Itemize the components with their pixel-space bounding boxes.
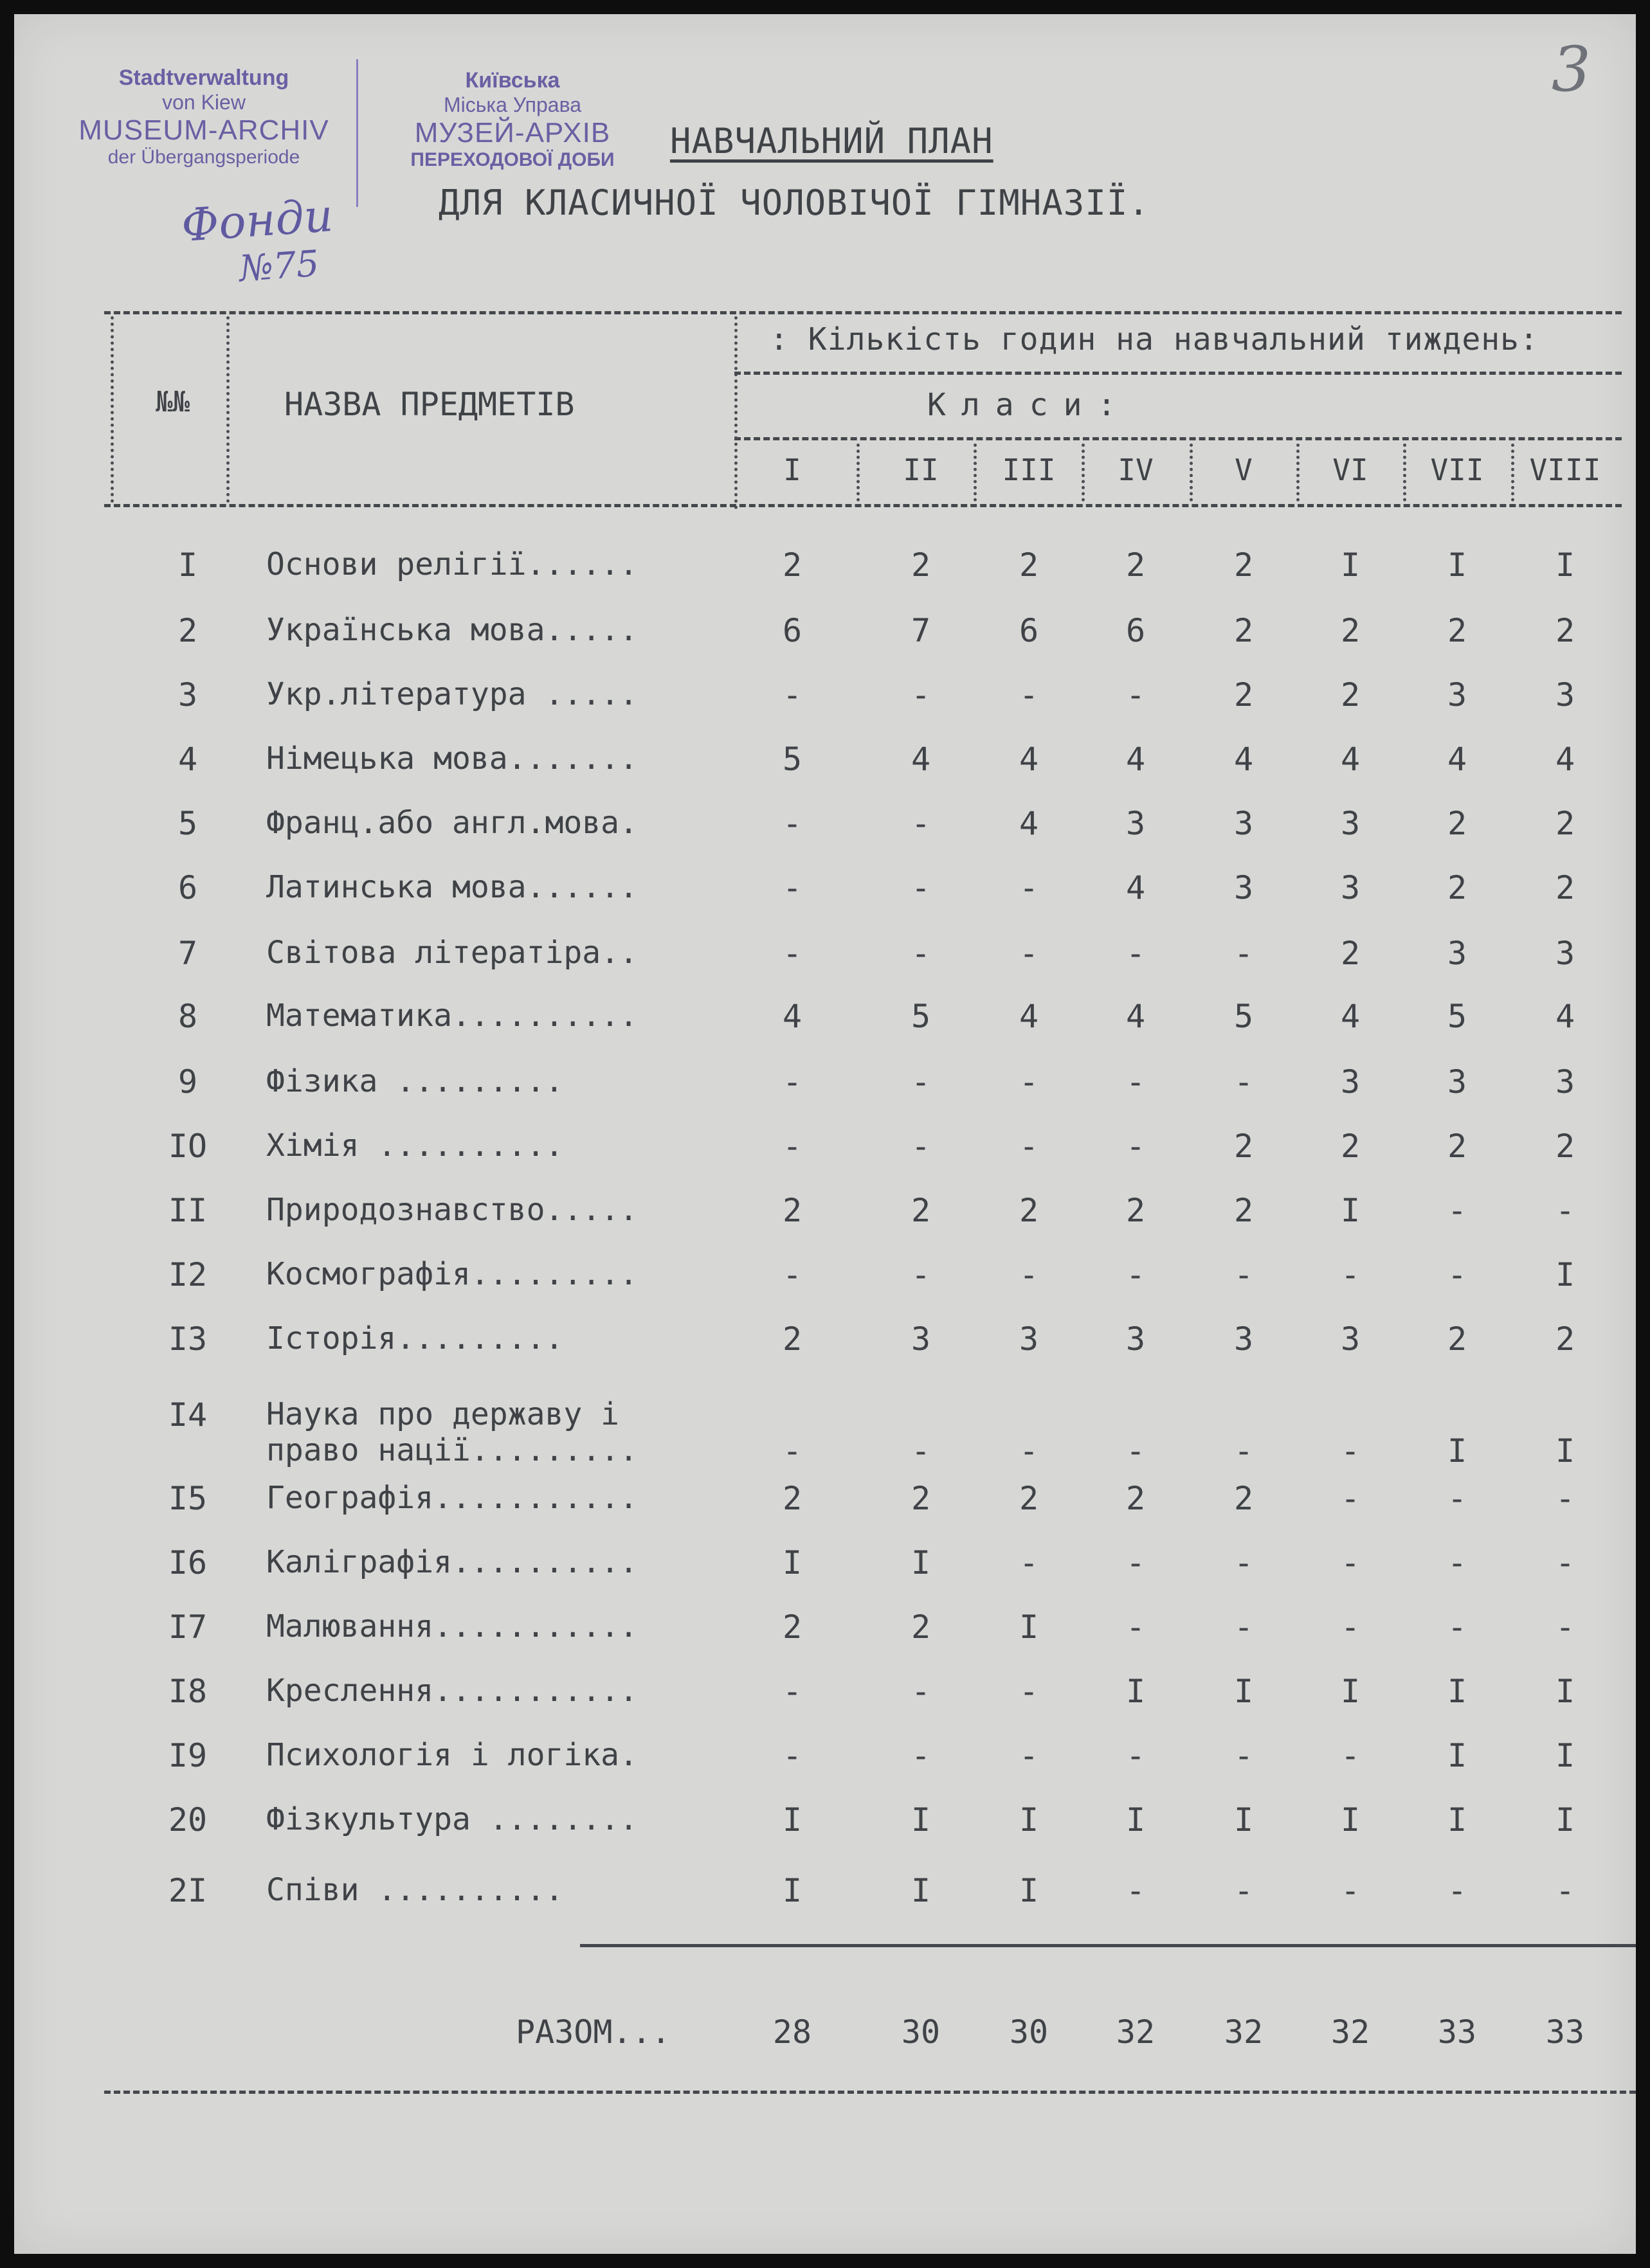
class-numeral: VII bbox=[1430, 453, 1484, 487]
total-rule bbox=[580, 1944, 1636, 1947]
subject-name: Космографія......... bbox=[266, 1256, 638, 1292]
hours-cell: - bbox=[911, 1063, 931, 1101]
row-number: 9 bbox=[177, 1063, 198, 1101]
stamp-line: MUSEUM-ARCHIV bbox=[78, 114, 329, 146]
class-numeral: II bbox=[903, 453, 939, 487]
hours-cell: - bbox=[1019, 1673, 1039, 1710]
stamp-divider bbox=[356, 59, 358, 207]
hours-cell: - bbox=[1233, 1737, 1254, 1774]
class-separator bbox=[1190, 444, 1193, 501]
hours-cell: - bbox=[1125, 1872, 1146, 1909]
hours-cell: - bbox=[1019, 1256, 1039, 1293]
hours-cell: - bbox=[1555, 1872, 1575, 1909]
hours-cell: - bbox=[782, 935, 802, 972]
hours-cell: 4 bbox=[1125, 741, 1146, 778]
hours-cell: - bbox=[1125, 676, 1146, 714]
hours-cell: - bbox=[911, 1256, 931, 1293]
hours-cell: I bbox=[782, 1801, 802, 1839]
row-number: I7 bbox=[168, 1608, 208, 1646]
hours-cell: 2 bbox=[1125, 546, 1146, 584]
hours-cell: 2 bbox=[1447, 805, 1467, 842]
table-row bbox=[14, 805, 1636, 863]
handwritten-fund: Фонди bbox=[179, 188, 335, 253]
hours-cell: - bbox=[1447, 1872, 1467, 1909]
hours-cell: - bbox=[782, 869, 802, 906]
hours-cell: I bbox=[1019, 1608, 1039, 1646]
hours-cell: - bbox=[1340, 1544, 1361, 1581]
hours-cell: - bbox=[1125, 1128, 1146, 1165]
hours-cell: I bbox=[1019, 1872, 1039, 1909]
document-title: НАВЧАЛЬНИЙ ПЛАН bbox=[670, 121, 993, 161]
hours-cell: - bbox=[1447, 1256, 1467, 1293]
class-numeral: VI bbox=[1332, 453, 1368, 487]
hours-cell: 2 bbox=[1233, 1128, 1254, 1165]
hours-cell: 5 bbox=[911, 998, 931, 1035]
header-classes: Класи: bbox=[927, 387, 1132, 423]
subject-name: Каліграфія.......... bbox=[266, 1544, 638, 1580]
stamp-line: von Kiew bbox=[162, 91, 246, 114]
hours-cell: 2 bbox=[1340, 612, 1361, 649]
hours-cell: 2 bbox=[1233, 546, 1254, 584]
total-cell: 32 bbox=[1116, 2013, 1156, 2051]
hours-cell: I bbox=[782, 1544, 802, 1581]
table-row bbox=[14, 1608, 1636, 1666]
hours-cell: 2 bbox=[911, 546, 931, 584]
document-subtitle: ДЛЯ КЛАСИЧНОЇ ЧОЛОВІЧОЇ ГІМНАЗІЇ. bbox=[439, 183, 1150, 223]
hours-cell: 3 bbox=[1447, 935, 1467, 972]
row-number: I8 bbox=[168, 1673, 208, 1710]
document-page bbox=[14, 14, 1636, 2254]
hours-cell: 3 bbox=[1233, 1320, 1254, 1358]
class-separator bbox=[1296, 444, 1300, 501]
hours-cell: 2 bbox=[782, 1320, 802, 1358]
hours-cell: 2 bbox=[911, 1192, 931, 1229]
stamp-line: Міська Управа bbox=[443, 93, 582, 116]
hours-cell: - bbox=[1233, 1608, 1254, 1646]
hours-cell: 5 bbox=[782, 741, 802, 778]
stamp-line: der Übergangsperiode bbox=[107, 147, 300, 168]
hours-cell: - bbox=[782, 1673, 802, 1710]
hours-cell: - bbox=[1125, 1737, 1146, 1774]
hours-cell: - bbox=[911, 805, 931, 842]
hours-cell: 6 bbox=[782, 612, 802, 649]
hours-cell: - bbox=[1555, 1544, 1575, 1581]
hours-cell: - bbox=[782, 1128, 802, 1165]
hours-cell: 2 bbox=[1233, 612, 1254, 649]
hours-cell: 2 bbox=[1447, 869, 1467, 906]
hours-cell: - bbox=[1233, 1256, 1254, 1293]
hours-cell: - bbox=[911, 1432, 931, 1470]
hours-cell: 3 bbox=[1233, 805, 1254, 842]
subject-name: Українська мова..... bbox=[266, 612, 638, 648]
hours-cell: - bbox=[911, 676, 931, 714]
subject-name: Хімія .......... bbox=[266, 1128, 564, 1164]
table-row bbox=[14, 546, 1636, 604]
hours-cell: - bbox=[1340, 1872, 1361, 1909]
subject-name: Укр.література ..... bbox=[266, 676, 638, 712]
hours-cell: I bbox=[1555, 1673, 1575, 1710]
subject-name: Наука про державу і bbox=[266, 1396, 620, 1432]
hours-cell: 3 bbox=[1125, 1320, 1146, 1358]
table-row bbox=[14, 1673, 1636, 1731]
row-number: I6 bbox=[168, 1544, 208, 1581]
hours-cell: 5 bbox=[1233, 998, 1254, 1035]
subject-name: Психологія і логіка. bbox=[266, 1737, 638, 1773]
hours-cell: - bbox=[911, 935, 931, 972]
hours-cell: 2 bbox=[1019, 1480, 1039, 1517]
hours-cell: - bbox=[911, 1128, 931, 1165]
hours-cell: - bbox=[1019, 935, 1039, 972]
class-numeral: I bbox=[783, 453, 801, 487]
hours-cell: I bbox=[1125, 1673, 1146, 1710]
hours-cell: 2 bbox=[782, 546, 802, 584]
hours-cell: 2 bbox=[1125, 1480, 1146, 1517]
hours-cell: 2 bbox=[1555, 612, 1575, 649]
hours-cell: - bbox=[1233, 1063, 1254, 1101]
hours-cell: I bbox=[1555, 1737, 1575, 1774]
total-cell: 30 bbox=[901, 2013, 941, 2051]
hours-cell: I bbox=[1447, 1737, 1467, 1774]
table-row bbox=[14, 676, 1636, 734]
table-row bbox=[14, 1320, 1636, 1378]
hours-cell: 2 bbox=[1447, 1128, 1467, 1165]
hours-cell: I bbox=[1125, 1801, 1146, 1839]
total-cell: 33 bbox=[1437, 2013, 1477, 2051]
subject-name-continued: право нації......... bbox=[266, 1432, 638, 1468]
hours-cell: I bbox=[1447, 1432, 1467, 1470]
stamp-line: МУЗЕЙ-АРХІВ bbox=[414, 117, 611, 148]
hours-cell: 3 bbox=[1125, 805, 1146, 842]
hours-cell: 2 bbox=[1555, 869, 1575, 906]
hours-cell: 4 bbox=[1019, 805, 1039, 842]
hours-cell: 2 bbox=[1125, 1192, 1146, 1229]
row-number: 8 bbox=[177, 998, 198, 1035]
hours-cell: I bbox=[911, 1801, 931, 1839]
row-number: I4 bbox=[168, 1396, 208, 1434]
hours-cell: - bbox=[1447, 1192, 1467, 1229]
stamp-line: ПЕРЕХОДОВОЇ ДОБИ bbox=[410, 149, 615, 170]
hours-cell: - bbox=[1125, 1256, 1146, 1293]
subject-name: Фізика ......... bbox=[266, 1063, 564, 1099]
subject-name: Латинська мова...... bbox=[266, 869, 638, 905]
total-cell: 28 bbox=[772, 2013, 812, 2051]
table-row bbox=[14, 1256, 1636, 1314]
hours-cell: - bbox=[1019, 1432, 1039, 1470]
hours-cell: I bbox=[1340, 1673, 1361, 1710]
table-left-border bbox=[111, 316, 114, 503]
hours-cell: 2 bbox=[1340, 1128, 1361, 1165]
hours-cell: 5 bbox=[1447, 998, 1467, 1035]
table-row bbox=[14, 869, 1636, 927]
hours-cell: - bbox=[911, 1673, 931, 1710]
hours-cell: - bbox=[1340, 1608, 1361, 1646]
row-number: 6 bbox=[177, 869, 198, 906]
hours-cell: - bbox=[1447, 1608, 1467, 1646]
row-number: I9 bbox=[168, 1737, 208, 1774]
hours-cell: - bbox=[782, 1737, 802, 1774]
subject-name: Основи релігії...... bbox=[266, 546, 638, 582]
class-numeral: III bbox=[1002, 453, 1056, 487]
hours-cell: - bbox=[1555, 1192, 1575, 1229]
hours-cell: 4 bbox=[1125, 998, 1146, 1035]
hours-cell: 3 bbox=[1555, 1063, 1575, 1101]
row-number: IO bbox=[168, 1128, 208, 1165]
subject-name: Франц.або англ.мова. bbox=[266, 805, 638, 841]
stamp-line: Stadtverwaltung bbox=[118, 66, 289, 90]
row-number: 7 bbox=[177, 935, 198, 972]
class-numeral: IV bbox=[1118, 453, 1154, 487]
table-row bbox=[14, 1480, 1636, 1538]
hours-cell: - bbox=[911, 1737, 931, 1774]
hours-cell: 4 bbox=[1019, 998, 1039, 1035]
hours-cell: I bbox=[1019, 1801, 1039, 1839]
hours-cell: 2 bbox=[911, 1480, 931, 1517]
hours-cell: 4 bbox=[1233, 741, 1254, 778]
hours-cell: 6 bbox=[1125, 612, 1146, 649]
hours-cell: 3 bbox=[1447, 1063, 1467, 1101]
hours-cell: - bbox=[1447, 1544, 1467, 1581]
hours-cell: 2 bbox=[1447, 612, 1467, 649]
table-mid-rule bbox=[734, 372, 1622, 375]
hours-cell: - bbox=[1447, 1480, 1467, 1517]
row-number: 2I bbox=[168, 1872, 208, 1909]
hours-cell: 4 bbox=[1555, 741, 1575, 778]
hours-cell: - bbox=[1555, 1480, 1575, 1517]
class-separator bbox=[857, 444, 860, 501]
hours-cell: 3 bbox=[1555, 935, 1575, 972]
hours-cell: - bbox=[1019, 1544, 1039, 1581]
hours-cell: 2 bbox=[1340, 935, 1361, 972]
table-row bbox=[14, 612, 1636, 670]
row-number: I5 bbox=[168, 1480, 208, 1517]
hours-cell: 3 bbox=[1340, 805, 1361, 842]
table-row bbox=[14, 1128, 1636, 1185]
hours-cell: I bbox=[911, 1872, 931, 1909]
stamp-left-block bbox=[53, 66, 355, 168]
table-row bbox=[14, 1737, 1636, 1795]
stamp-line: Київська bbox=[465, 68, 560, 93]
row-number: 3 bbox=[177, 676, 198, 714]
hours-cell: I bbox=[1233, 1673, 1254, 1710]
hours-cell: 2 bbox=[782, 1608, 802, 1646]
hours-cell: 4 bbox=[1555, 998, 1575, 1035]
class-separator bbox=[1403, 444, 1406, 501]
table-row bbox=[14, 1544, 1636, 1602]
table-bottom-rule bbox=[104, 2091, 1636, 2094]
hours-cell: - bbox=[782, 676, 802, 714]
hours-cell: 4 bbox=[1447, 741, 1467, 778]
table-top-rule bbox=[104, 311, 1622, 314]
hours-cell: 3 bbox=[1233, 869, 1254, 906]
hours-cell: - bbox=[1233, 935, 1254, 972]
hours-cell: - bbox=[782, 1063, 802, 1101]
hours-cell: I bbox=[1555, 546, 1575, 584]
hours-cell: 3 bbox=[1340, 869, 1361, 906]
row-number: I2 bbox=[168, 1256, 208, 1293]
row-number: 20 bbox=[168, 1801, 208, 1839]
table-subject-separator bbox=[734, 316, 738, 509]
total-cell: 33 bbox=[1545, 2013, 1585, 2051]
hours-cell: 2 bbox=[1019, 1192, 1039, 1229]
hours-cell: - bbox=[1125, 1608, 1146, 1646]
table-header-bottom-rule bbox=[104, 504, 1622, 507]
hours-cell: 2 bbox=[1233, 1192, 1254, 1229]
subject-name: Світова літератіра.. bbox=[266, 935, 638, 971]
hours-cell: 2 bbox=[1233, 1480, 1254, 1517]
subject-name: Історія......... bbox=[266, 1320, 564, 1356]
table-row bbox=[14, 741, 1636, 798]
row-number: I bbox=[177, 546, 198, 584]
header-number: №№ bbox=[156, 386, 190, 419]
hours-cell: - bbox=[1019, 1737, 1039, 1774]
hours-cell: I bbox=[782, 1872, 802, 1909]
subject-name: Німецька мова....... bbox=[266, 741, 638, 777]
hours-cell: - bbox=[1125, 1432, 1146, 1470]
table-row bbox=[14, 1396, 1636, 1470]
subject-name: Географія........... bbox=[266, 1480, 638, 1516]
row-number: 5 bbox=[177, 805, 198, 842]
hours-cell: I bbox=[1555, 1432, 1575, 1470]
hours-cell: 2 bbox=[782, 1192, 802, 1229]
hours-cell: - bbox=[1233, 1544, 1254, 1581]
hours-cell: - bbox=[1125, 1063, 1146, 1101]
hours-cell: I bbox=[1555, 1256, 1575, 1293]
table-row bbox=[14, 935, 1636, 993]
table-classes-rule bbox=[734, 437, 1622, 440]
hours-cell: 4 bbox=[911, 741, 931, 778]
total-cell: 32 bbox=[1330, 2013, 1370, 2051]
page-number: 3 bbox=[1551, 33, 1591, 105]
hours-cell: 2 bbox=[782, 1480, 802, 1517]
hours-cell: 4 bbox=[1340, 998, 1361, 1035]
hours-cell: I bbox=[1233, 1801, 1254, 1839]
hours-cell: I bbox=[1340, 546, 1361, 584]
archive-stamp bbox=[53, 59, 631, 291]
subject-name: Креслення........... bbox=[266, 1673, 638, 1709]
header-hours: : Кількість годин на навчальний тиждень: bbox=[770, 321, 1539, 357]
subject-name: Малювання........... bbox=[266, 1608, 638, 1644]
class-separator bbox=[1082, 444, 1085, 501]
hours-cell: I bbox=[1340, 1192, 1361, 1229]
hours-cell: 3 bbox=[1340, 1320, 1361, 1358]
hours-cell: - bbox=[1019, 1063, 1039, 1101]
class-numeral: VIII bbox=[1529, 453, 1601, 487]
hours-cell: - bbox=[1555, 1608, 1575, 1646]
subject-name: Співи .......... bbox=[266, 1872, 564, 1908]
hours-cell: - bbox=[911, 869, 931, 906]
row-number: 4 bbox=[177, 741, 198, 778]
total-cell: 32 bbox=[1224, 2013, 1264, 2051]
hours-cell: - bbox=[1019, 869, 1039, 906]
hours-cell: 2 bbox=[1555, 805, 1575, 842]
total-label: РАЗОМ... bbox=[516, 2013, 671, 2051]
hours-cell: 3 bbox=[1555, 676, 1575, 714]
subject-name: Природознавство..... bbox=[266, 1192, 638, 1228]
hours-cell: 6 bbox=[1019, 612, 1039, 649]
hours-cell: 4 bbox=[1340, 741, 1361, 778]
hours-cell: - bbox=[1340, 1737, 1361, 1774]
hours-cell: 4 bbox=[782, 998, 802, 1035]
hours-cell: 2 bbox=[1340, 676, 1361, 714]
subject-name: Фізкультура ........ bbox=[266, 1801, 638, 1837]
hours-cell: - bbox=[1019, 676, 1039, 714]
row-number: 2 bbox=[177, 612, 198, 649]
table-num-separator bbox=[226, 316, 230, 503]
stamp-right-block bbox=[361, 68, 664, 171]
hours-cell: 4 bbox=[1125, 869, 1146, 906]
hours-cell: 2 bbox=[911, 1608, 931, 1646]
hours-cell: - bbox=[782, 1432, 802, 1470]
hours-cell: 2 bbox=[1555, 1320, 1575, 1358]
table-row bbox=[14, 998, 1636, 1056]
hours-cell: 3 bbox=[911, 1320, 931, 1358]
hours-cell: 7 bbox=[911, 612, 931, 649]
header-subject: НАЗВА ПРЕДМЕТІВ bbox=[284, 386, 575, 423]
class-numeral: V bbox=[1235, 453, 1253, 487]
hours-cell: - bbox=[1340, 1256, 1361, 1293]
hours-cell: - bbox=[1340, 1432, 1361, 1470]
hours-cell: I bbox=[911, 1544, 931, 1581]
hours-cell: - bbox=[1125, 935, 1146, 972]
hours-cell: I bbox=[1447, 546, 1467, 584]
hours-cell: I bbox=[1340, 1801, 1361, 1839]
row-number: I3 bbox=[168, 1320, 208, 1358]
table-row bbox=[14, 1192, 1636, 1250]
table-row bbox=[14, 1063, 1636, 1121]
hours-cell: 3 bbox=[1447, 676, 1467, 714]
hours-cell: - bbox=[782, 1256, 802, 1293]
hours-cell: 4 bbox=[1019, 741, 1039, 778]
table-row bbox=[14, 1872, 1636, 1930]
hours-cell: 2 bbox=[1233, 676, 1254, 714]
hours-cell: - bbox=[1019, 1128, 1039, 1165]
hours-cell: 2 bbox=[1555, 1128, 1575, 1165]
hours-cell: I bbox=[1447, 1801, 1467, 1839]
hours-cell: - bbox=[1340, 1480, 1361, 1517]
hours-cell: I bbox=[1447, 1673, 1467, 1710]
hours-cell: - bbox=[782, 805, 802, 842]
hours-cell: I bbox=[1555, 1801, 1575, 1839]
hours-cell: - bbox=[1233, 1872, 1254, 1909]
total-cell: 30 bbox=[1009, 2013, 1049, 2051]
subject-name: Математика.......... bbox=[266, 998, 638, 1034]
class-separator bbox=[974, 444, 977, 501]
hours-cell: 3 bbox=[1019, 1320, 1039, 1358]
hours-cell: 2 bbox=[1019, 546, 1039, 584]
table-row bbox=[14, 1801, 1636, 1859]
hours-cell: 2 bbox=[1447, 1320, 1467, 1358]
row-number: II bbox=[168, 1192, 208, 1229]
hours-cell: - bbox=[1233, 1432, 1254, 1470]
class-separator bbox=[1511, 444, 1514, 501]
handwritten-number: №75 bbox=[237, 242, 321, 291]
hours-cell: - bbox=[1125, 1544, 1146, 1581]
hours-cell: 3 bbox=[1340, 1063, 1361, 1101]
